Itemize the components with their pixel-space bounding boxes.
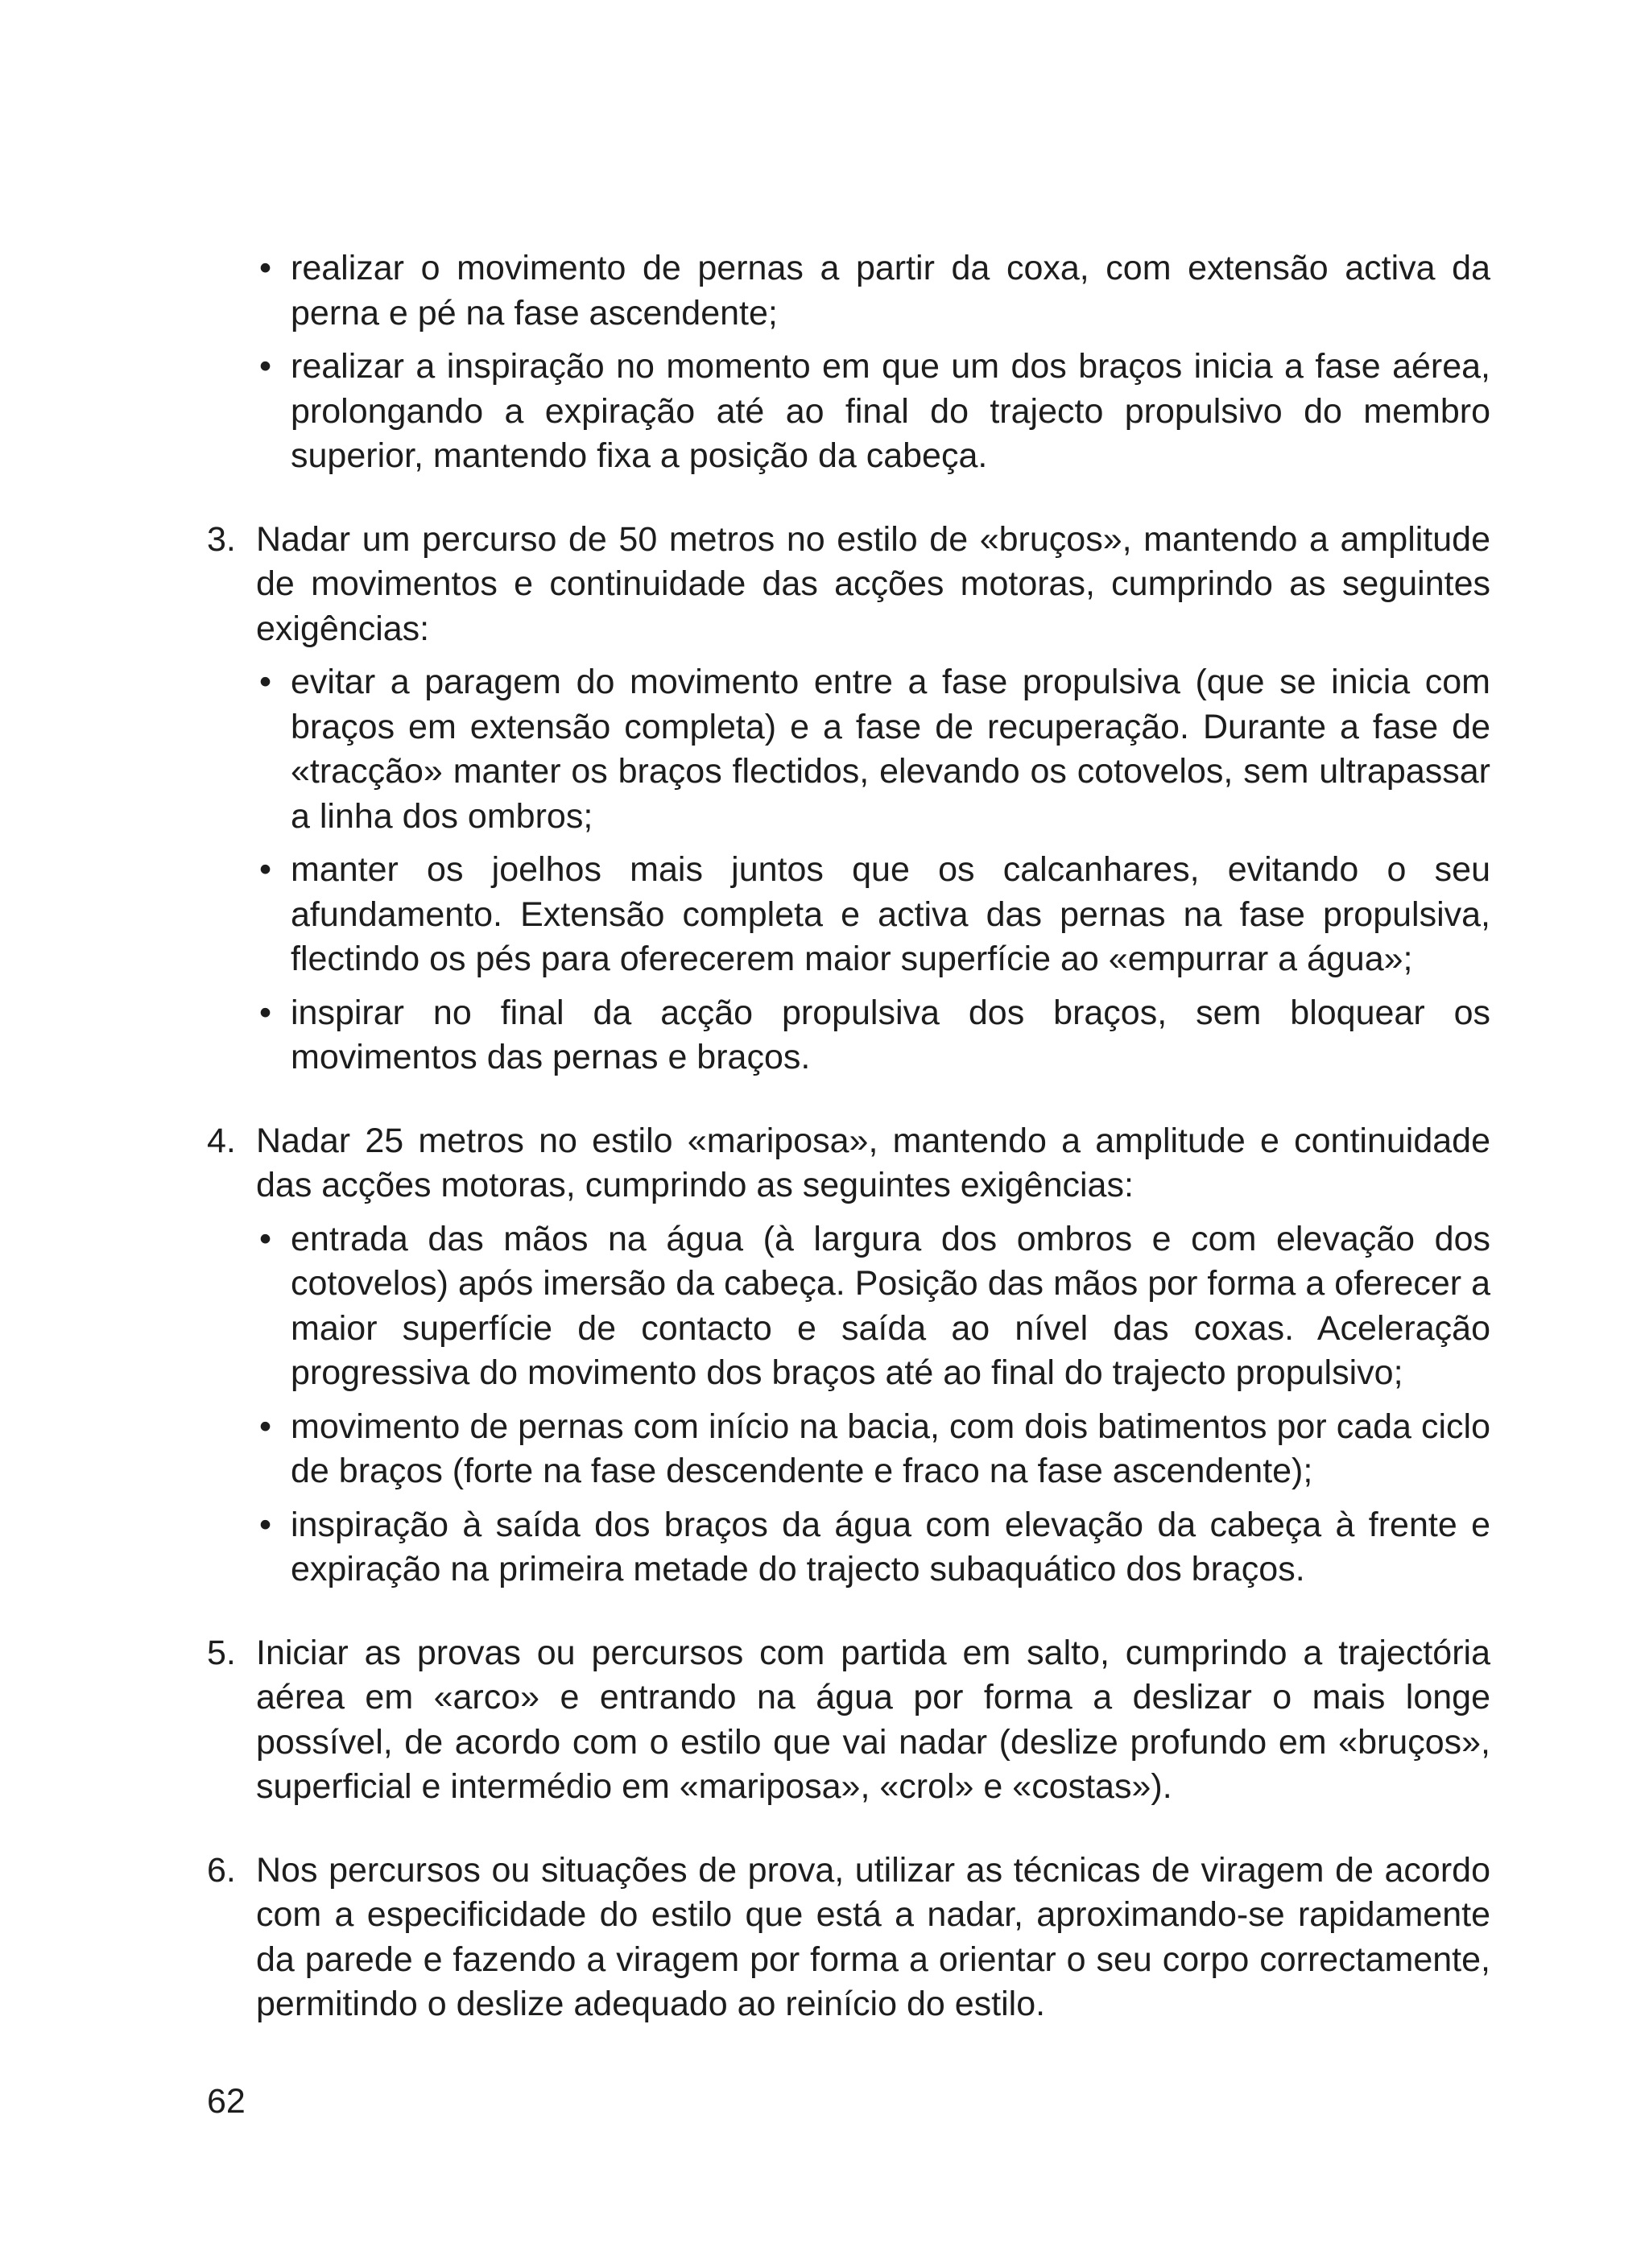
sub-bullet-list <box>207 660 1490 1080</box>
bullet-item <box>207 345 1490 479</box>
bullet-text: inspiração à saída dos braços da água com elevação da cabeça à frente e expiração na primeira metade do trajecto subaquático dos braços. <box>291 1505 1490 1588</box>
bullet-icon: • <box>259 347 272 386</box>
bullet-item <box>207 660 1490 839</box>
bullet-item <box>207 1405 1490 1494</box>
list-item-3 <box>207 518 1490 1080</box>
bullet-icon: • <box>259 993 272 1032</box>
bullet-text: realizar o movimento de pernas a partir da coxa, com extensão activa da perna e pé na fase ascendente; <box>291 249 1490 333</box>
intro-bullet-list <box>207 246 1490 479</box>
bullet-text: manter os joelhos mais juntos que os calcanhares, evitando o seu afundamento. Extensão completa e activa das pernas na fase propulsiva, flectindo os pés para oferecerem maior superfície ao «empurrar a água»; <box>291 850 1490 978</box>
item-text: Nadar 25 metros no estilo «mariposa», mantendo a amplitude e continuidade das acções motoras, cumprindo as seguintes exigências: <box>256 1121 1490 1204</box>
bullet-text: movimento de pernas com início na bacia, com dois batimentos por cada ciclo de braços (forte na fase descendente e fraco na fase ascendente); <box>291 1407 1490 1490</box>
item-number: 3. <box>207 519 236 559</box>
bullet-icon: • <box>259 663 272 701</box>
item-number: 6. <box>207 1850 236 1890</box>
list-item-4 <box>207 1119 1490 1593</box>
list-item-5 <box>207 1631 1490 1810</box>
page-number: 62 <box>207 2082 246 2121</box>
item-text: Nadar um percurso de 50 metros no estilo de «bruços», mantendo a amplitude de movimentos e continuidade das acções motoras, cumprindo as seguintes exigências: <box>256 519 1490 648</box>
bullet-icon: • <box>259 1219 272 1258</box>
numbered-list <box>207 518 1490 2027</box>
bullet-text: evitar a paragem do movimento entre a fase propulsiva (que se inicia com braços em extensão completa) e a fase de recuperação. Durante a fase de «tracção» manter os braços flectidos, elevando os cotovelos, sem ultrapassar a linha dos ombros; <box>291 663 1490 836</box>
bullet-item <box>207 848 1490 982</box>
bullet-text: entrada das mãos na água (à largura dos ombros e com elevação dos cotovelos) após imersão da cabeça. Posição das mãos por forma a oferecer a maior superfície de contacto e saída ao nível das coxas. Aceleração progressiva do movimento dos braços até ao final do trajecto propulsivo; <box>291 1219 1490 1392</box>
item-number: 4. <box>207 1121 236 1160</box>
bullet-item <box>207 246 1490 336</box>
bullet-icon: • <box>259 249 272 287</box>
bullet-item <box>207 1503 1490 1593</box>
bullet-text: realizar a inspiração no momento em que um dos braços inicia a fase aérea, prolongando a expiração até ao final do trajecto propulsivo do membro superior, mantendo fixa a posição da cabeça. <box>291 347 1490 475</box>
bullet-icon: • <box>259 1505 272 1544</box>
list-item-6 <box>207 1849 1490 2027</box>
bullet-text: inspirar no final da acção propulsiva dos braços, sem bloquear os movimentos das pernas e braços. <box>291 993 1490 1076</box>
item-text: Iniciar as provas ou percursos com partida em salto, cumprindo a trajectória aérea em «arco» e entrando na água por forma a deslizar o mais longe possível, de acordo com o estilo que vai nadar (deslize profundo em «bruços», superficial e intermédio em «mariposa», «crol» e «costas»). <box>256 1633 1490 1806</box>
bullet-item <box>207 991 1490 1080</box>
sub-bullet-list <box>207 1217 1490 1593</box>
bullet-icon: • <box>259 850 272 889</box>
bullet-icon: • <box>259 1407 272 1446</box>
item-text: Nos percursos ou situações de prova, utilizar as técnicas de viragem de acordo com a especificidade do estilo que está a nadar, aproximando-se rapidamente da parede e fazendo a viragem por forma a orientar o seu corpo correctamente, permitindo o deslize adequado ao reinício do estilo. <box>256 1850 1490 2023</box>
bullet-item <box>207 1217 1490 1396</box>
body-text <box>207 246 1490 2027</box>
item-number: 5. <box>207 1633 236 1672</box>
